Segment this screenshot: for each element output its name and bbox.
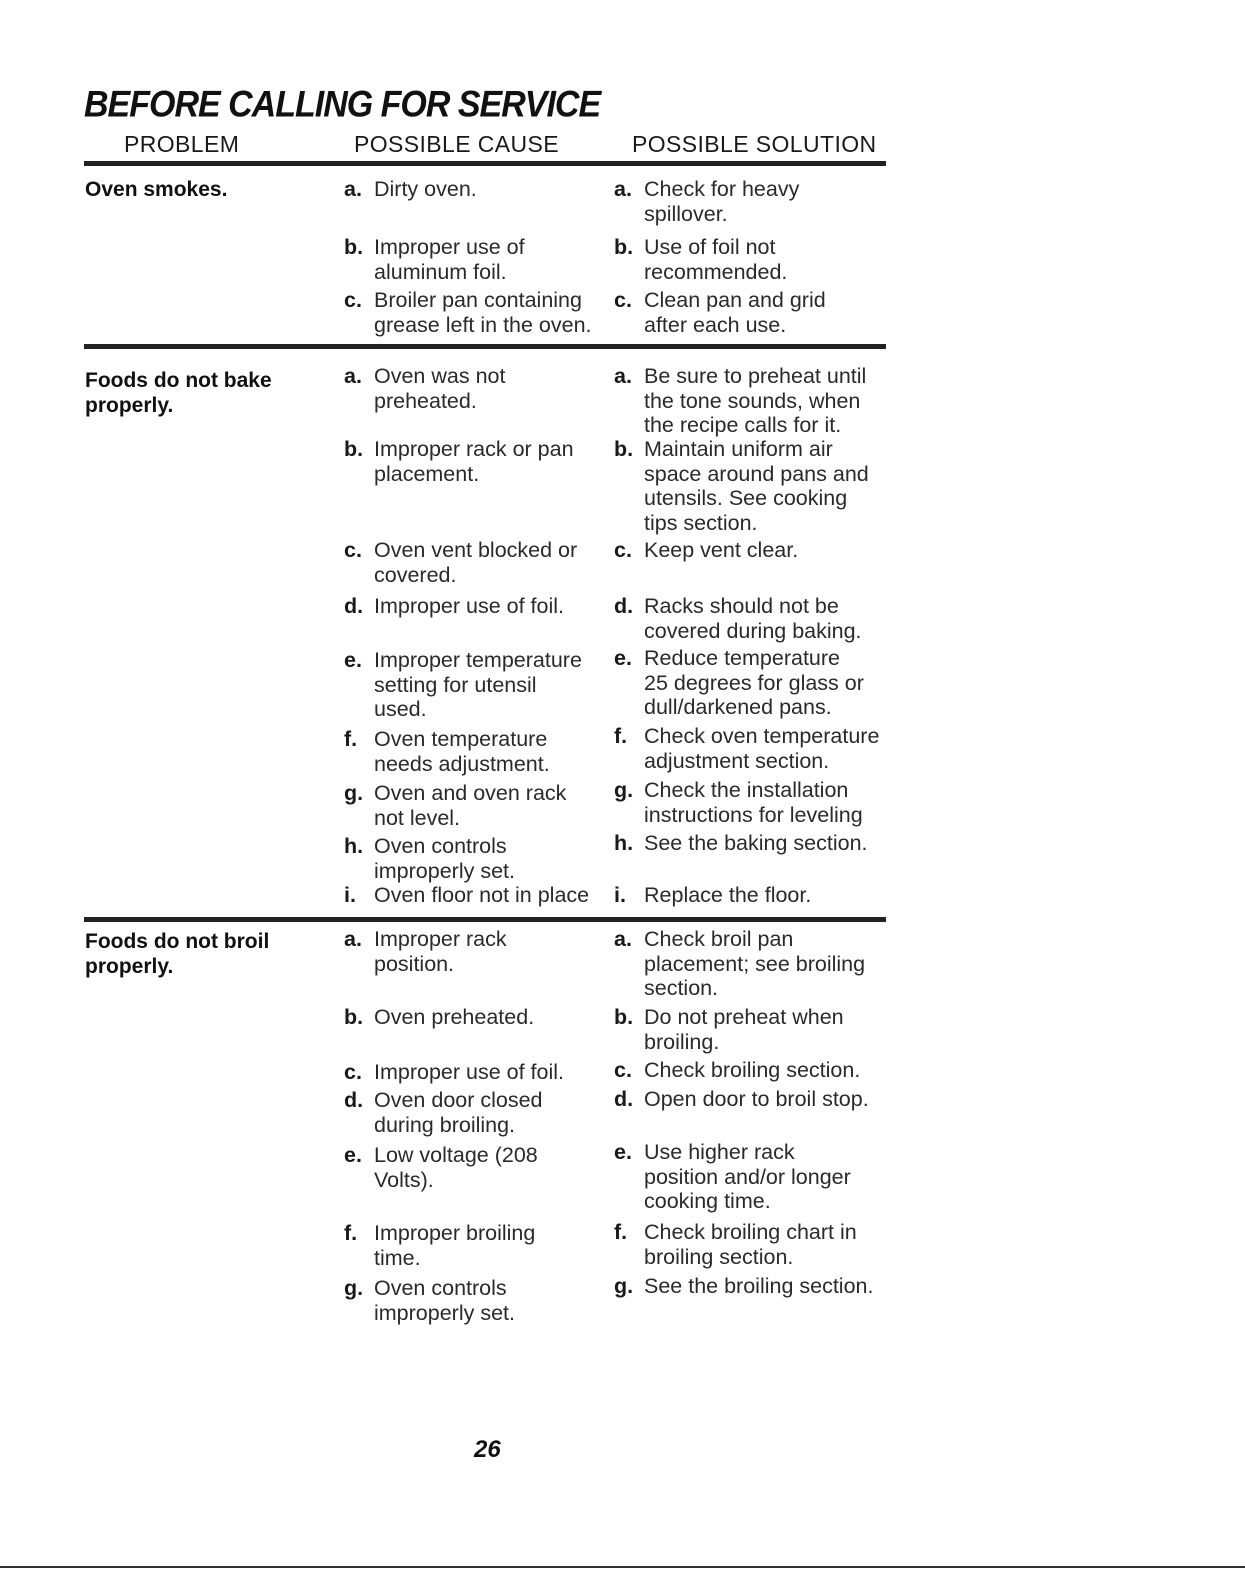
item-text: Be sure to preheat until the tone sounds, when the recipe calls for it.: [644, 364, 867, 437]
solution-item: [614, 646, 904, 720]
cause-item: [344, 538, 614, 587]
item-text: Reduce temperature 25 degrees for glass or dull/darkened pans.: [644, 646, 864, 719]
item-letter: d.: [344, 1088, 364, 1112]
item-letter: c.: [614, 288, 632, 312]
item-letter: b.: [614, 437, 634, 461]
solution-item: [614, 594, 904, 643]
cause-item: [344, 1005, 614, 1030]
item-text: Oven door closed during broiling.: [374, 1088, 543, 1137]
cause-item: [344, 437, 614, 486]
solution-column-header: POSSIBLE SOLUTION: [632, 131, 877, 157]
problem-column-header: PROBLEM: [124, 131, 240, 157]
item-text: Improper use of foil.: [374, 594, 565, 618]
cause-item: [344, 594, 614, 619]
item-text: Improper use of foil.: [374, 1060, 565, 1084]
item-letter: c.: [614, 1058, 632, 1082]
item-text: Oven controls improperly set.: [374, 1276, 515, 1325]
cause-item: [344, 834, 614, 883]
item-letter: c.: [344, 538, 362, 562]
item-text: Oven controls improperly set.: [374, 834, 515, 883]
item-letter: d.: [614, 594, 634, 618]
solution-item: [614, 883, 904, 908]
cause-item: [344, 1221, 614, 1270]
item-text: See the broiling section.: [644, 1274, 874, 1298]
item-letter: b.: [614, 235, 634, 259]
solution-item: [614, 1220, 904, 1269]
item-letter: a.: [344, 364, 362, 388]
header-divider: [84, 161, 886, 166]
solution-item: [614, 288, 904, 337]
item-letter: a.: [614, 177, 632, 201]
page-edge-line: [0, 1566, 1245, 1568]
item-letter: i.: [614, 883, 626, 907]
problem-label: Foods do not bake properly.: [85, 369, 272, 417]
item-text: Improper rack or pan placement.: [374, 437, 574, 486]
item-text: Use of foil not recommended.: [644, 235, 788, 284]
item-letter: f.: [614, 724, 628, 748]
item-text: Broiler pan containing grease left in the oven.: [374, 288, 592, 337]
section-divider: [84, 917, 886, 922]
page-title: BEFORE CALLING FOR SERVICE: [84, 84, 601, 126]
item-letter: g.: [344, 1276, 364, 1300]
cause-item: [344, 927, 614, 976]
item-letter: f.: [614, 1220, 628, 1244]
item-text: Oven was not preheated.: [374, 364, 506, 413]
item-text: Do not preheat when broiling.: [644, 1005, 844, 1054]
item-text: Oven floor not in place: [374, 883, 590, 907]
item-letter: a.: [344, 177, 362, 201]
item-text: Oven temperature needs adjustment.: [374, 727, 550, 776]
item-letter: b.: [344, 1005, 364, 1029]
item-text: Oven vent blocked or covered.: [374, 538, 578, 587]
solution-item: [614, 364, 904, 438]
cause-item: [344, 364, 614, 413]
cause-item: [344, 883, 614, 908]
solution-item: [614, 1274, 904, 1299]
item-text: Low voltage (208 Volts).: [374, 1143, 538, 1192]
item-letter: b.: [344, 235, 364, 259]
problem-label: Foods do not broil properly.: [85, 930, 270, 978]
section-divider: [84, 344, 886, 349]
solution-item: [614, 1058, 904, 1083]
item-text: Check broil pan placement; see broiling section.: [644, 927, 866, 1000]
solution-item: [614, 724, 904, 773]
item-text: Oven preheated.: [374, 1005, 535, 1029]
solution-item: [614, 538, 904, 563]
item-text: Check the installation instructions for leveling: [644, 778, 863, 827]
item-letter: i.: [344, 883, 356, 907]
item-text: Improper temperature setting for utensil used.: [374, 648, 582, 721]
solution-item: [614, 1087, 904, 1112]
cause-item: [344, 235, 614, 284]
item-letter: f.: [344, 727, 358, 751]
item-letter: g.: [614, 778, 634, 802]
cause-item: [344, 1276, 614, 1325]
solution-item: [614, 1005, 904, 1054]
cause-item: [344, 177, 614, 202]
item-text: Check for heavy spillover.: [644, 177, 800, 226]
item-text: Improper broiling time.: [374, 1221, 536, 1270]
cause-item: [344, 288, 614, 337]
solution-item: [614, 1140, 904, 1214]
item-letter: h.: [344, 834, 364, 858]
cause-item: [344, 727, 614, 776]
item-text: Use higher rack position and/or longer cooking time.: [644, 1140, 851, 1213]
item-letter: c.: [344, 288, 362, 312]
item-text: Oven and oven rack not level.: [374, 781, 567, 830]
cause-item: [344, 781, 614, 830]
item-letter: b.: [344, 437, 364, 461]
item-letter: e.: [614, 1140, 632, 1164]
item-letter: b.: [614, 1005, 634, 1029]
item-letter: e.: [344, 1143, 362, 1167]
item-text: Check oven temperature adjustment section.: [644, 724, 880, 773]
item-letter: d.: [344, 594, 364, 618]
item-text: Racks should not be covered during baking.: [644, 594, 862, 643]
item-text: Keep vent clear.: [644, 538, 799, 562]
item-letter: a.: [344, 927, 362, 951]
item-letter: f.: [344, 1221, 358, 1245]
item-text: Improper use of aluminum foil.: [374, 235, 525, 284]
cause-item: [344, 1088, 614, 1137]
item-letter: e.: [344, 648, 362, 672]
solution-item: [614, 437, 904, 535]
item-letter: c.: [344, 1060, 362, 1084]
item-letter: d.: [614, 1087, 634, 1111]
item-text: Replace the floor.: [644, 883, 812, 907]
item-text: Open door to broil stop.: [644, 1087, 869, 1111]
solution-item: [614, 235, 904, 284]
solution-item: [614, 927, 904, 1001]
item-letter: e.: [614, 646, 632, 670]
page-number: 26: [474, 1436, 501, 1463]
item-text: Check broiling section.: [644, 1058, 861, 1082]
item-text: Improper rack position.: [374, 927, 507, 976]
item-letter: g.: [614, 1274, 634, 1298]
item-letter: h.: [614, 831, 634, 855]
item-letter: a.: [614, 364, 632, 388]
item-text: Maintain uniform air space around pans and utensils. See cooking tips section.: [644, 437, 869, 535]
solution-item: [614, 778, 904, 827]
cause-column-header: POSSIBLE CAUSE: [354, 131, 560, 157]
cause-item: [344, 1143, 614, 1192]
item-letter: g.: [344, 781, 364, 805]
cause-item: [344, 1060, 614, 1085]
item-text: See the baking section.: [644, 831, 868, 855]
item-text: Check broiling chart in broiling section.: [644, 1220, 857, 1269]
item-letter: c.: [614, 538, 632, 562]
item-letter: a.: [614, 927, 632, 951]
item-text: Clean pan and grid after each use.: [644, 288, 826, 337]
solution-item: [614, 177, 904, 226]
cause-item: [344, 648, 614, 722]
item-text: Dirty oven.: [374, 177, 477, 201]
solution-item: [614, 831, 904, 856]
column-headers: [0, 131, 1245, 161]
problem-label: Oven smokes.: [85, 178, 228, 201]
